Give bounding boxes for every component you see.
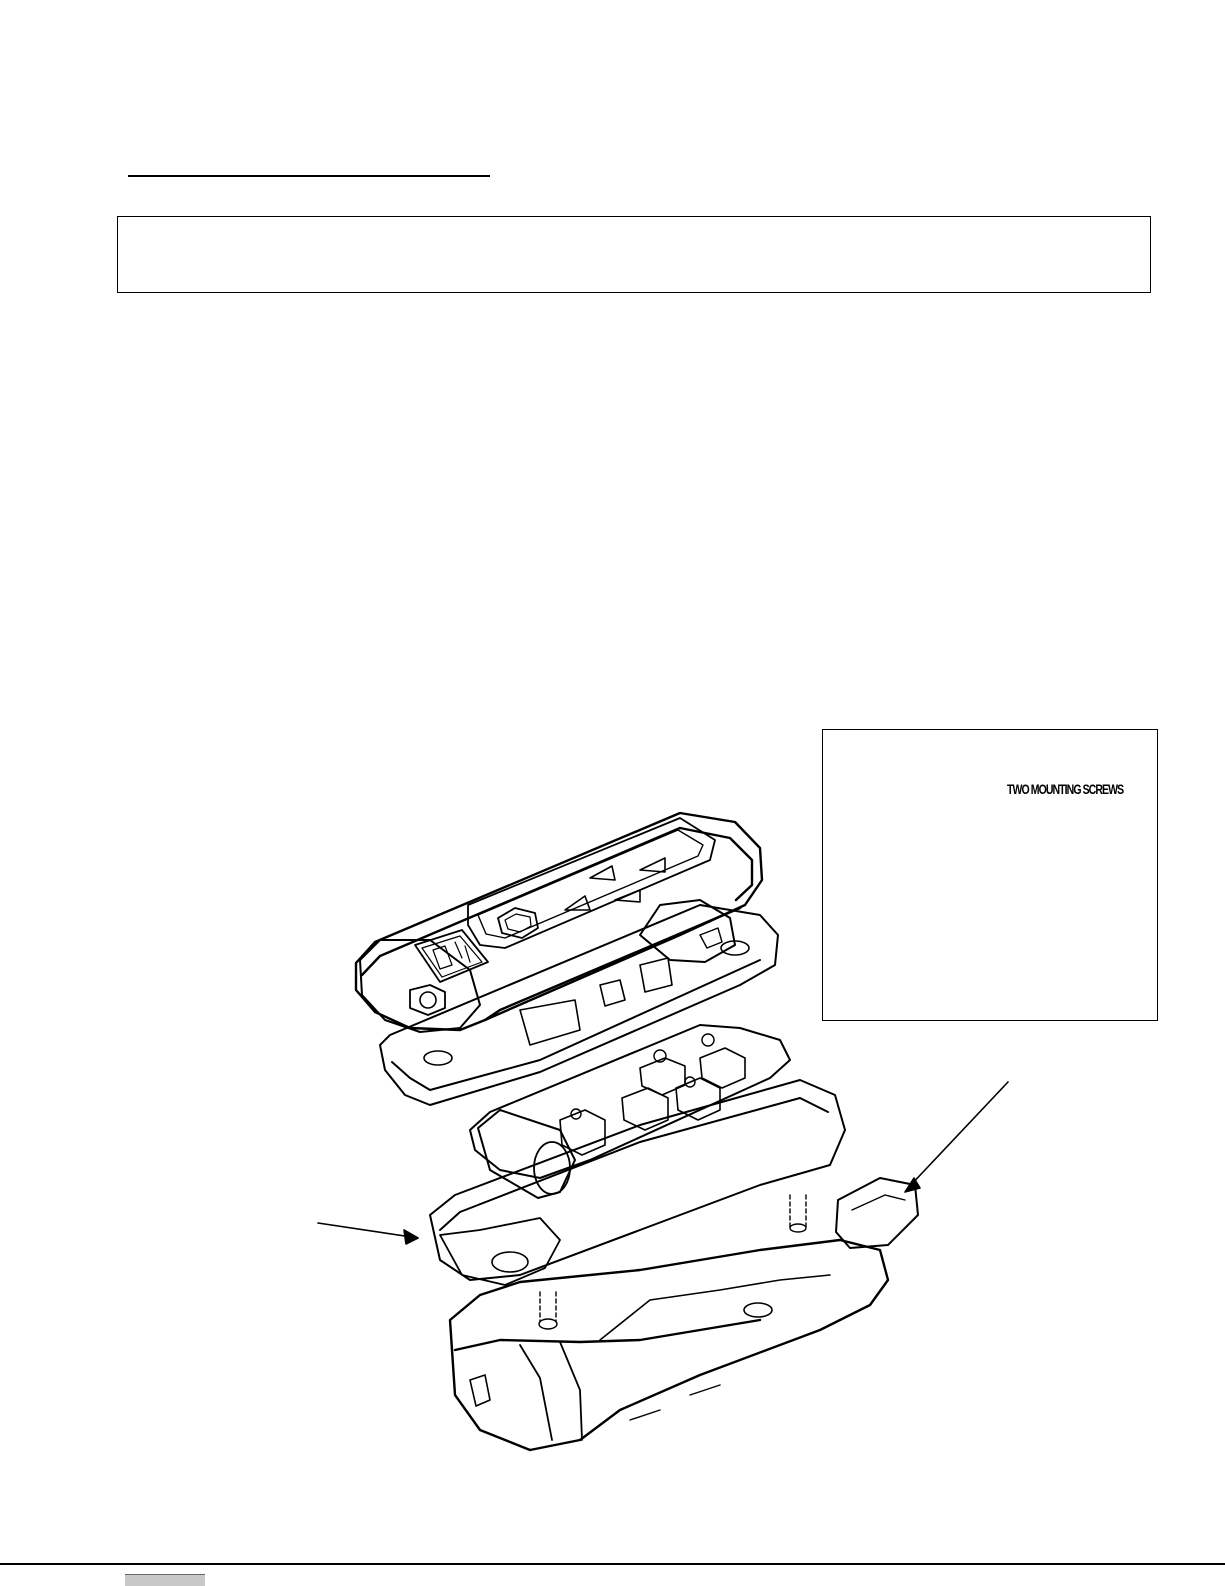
two-mounting-screws-label: TWO MOUNTING SCREWS: [1007, 782, 1124, 797]
footer-tab: [125, 1574, 205, 1586]
pointer-arrows: [318, 1082, 1008, 1244]
footer-rule: [0, 1563, 1225, 1565]
top-cover: [356, 813, 762, 1032]
mounting-screws-inset: [822, 729, 1158, 1021]
mounting-tray: [430, 1080, 918, 1329]
